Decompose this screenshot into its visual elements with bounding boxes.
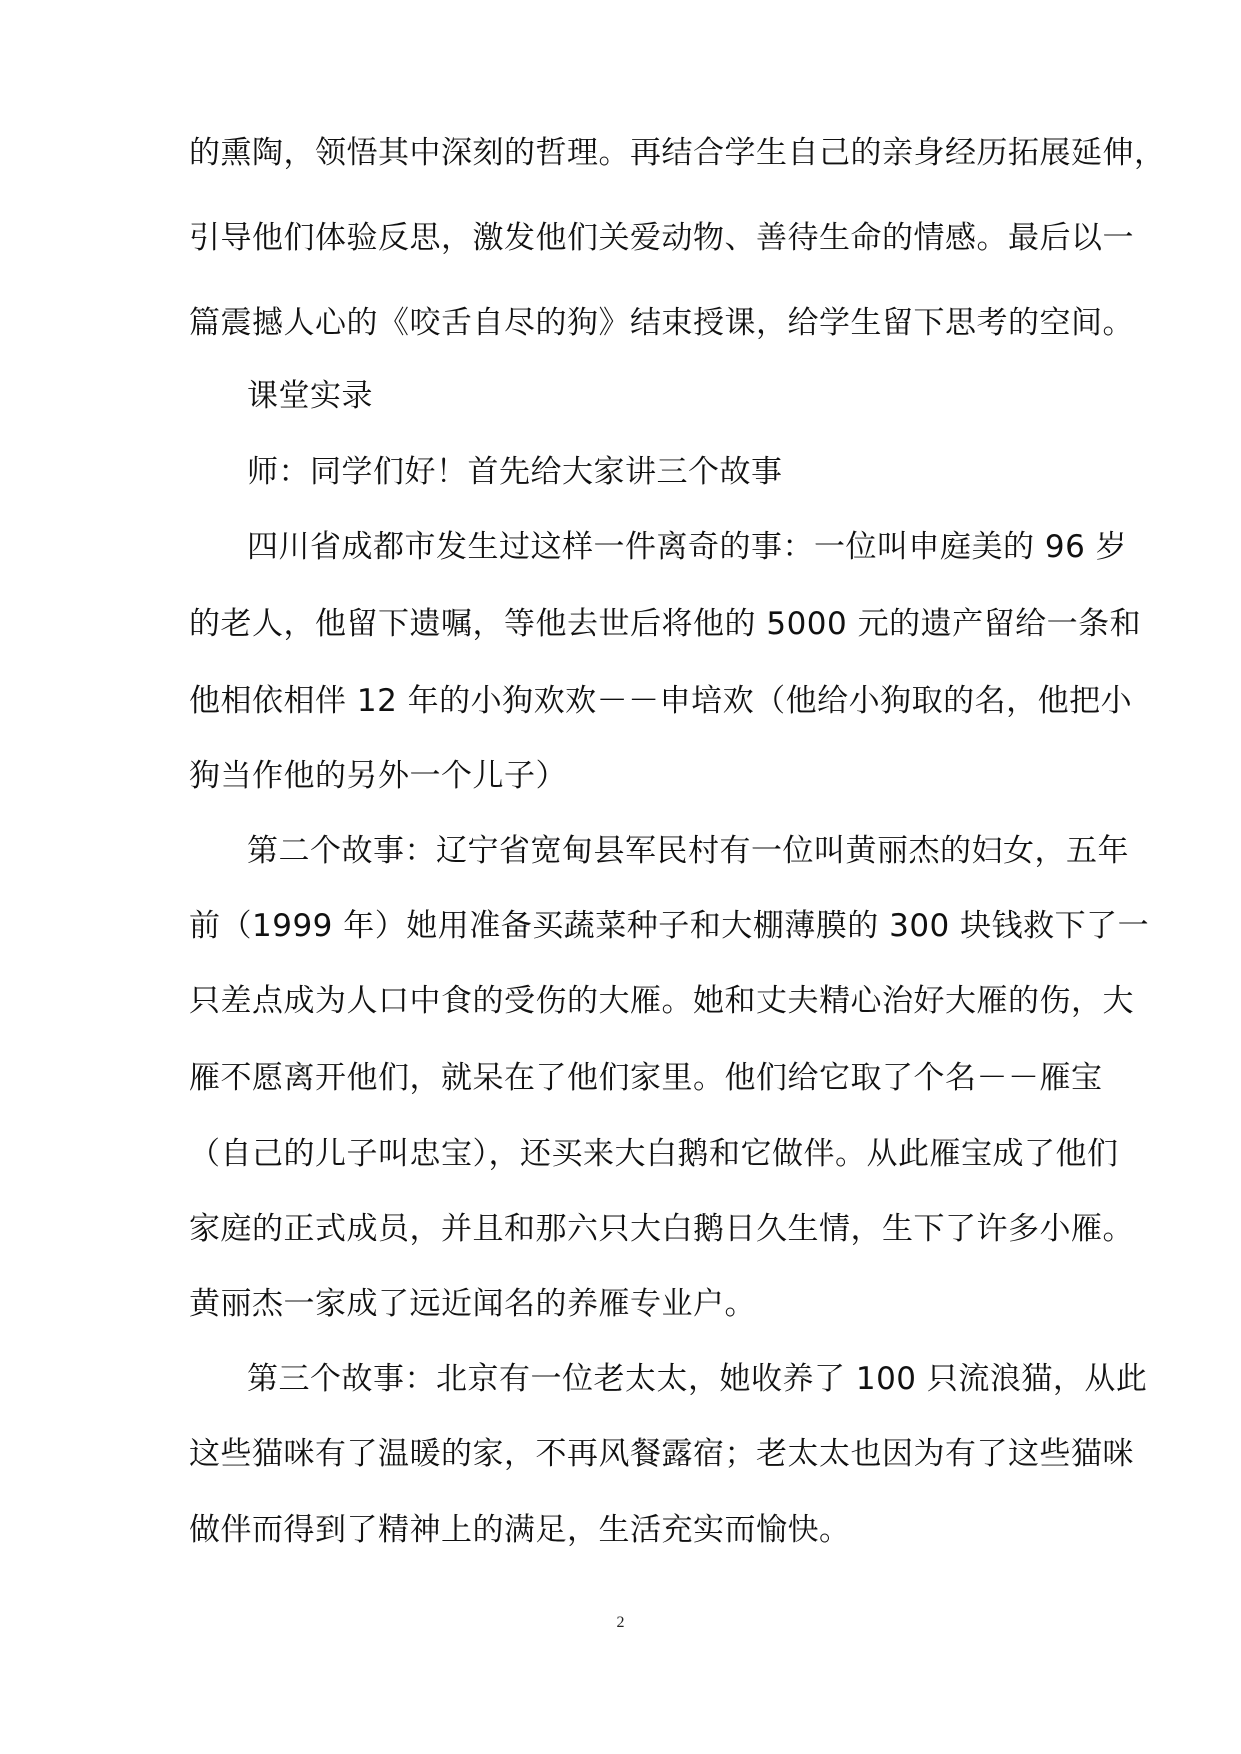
paragraph-line: 这些猫咪有了温暖的家，不再风餐露宿；老太太也因为有了这些猫咪 [189, 1436, 1134, 1472]
paragraph-line: 黄丽杰一家成了远近闻名的养雁专业户。 [189, 1286, 756, 1322]
section-heading: 课堂实录 [247, 378, 373, 414]
paragraph-line: 第三个故事：北京有一位老太太，她收养了 100 只流浪猫，从此 [247, 1361, 1148, 1397]
paragraph-line: 前（1999 年）她用准备买蔬菜种子和大棚薄膜的 300 块钱救下了一 [189, 908, 1150, 944]
paragraph-line: 四川省成都市发生过这样一件离奇的事：一位叫申庭美的 96 岁 [247, 529, 1128, 565]
paragraph-line: 狗当作他的另外一个儿子） [189, 758, 567, 794]
paragraph-line: 篇震撼人心的《咬舌自尽的狗》结束授课，给学生留下思考的空间。 [189, 305, 1134, 341]
paragraph-line: （自己的儿子叫忠宝），还买来大白鹅和它做伴。从此雁宝成了他们 [189, 1136, 1119, 1172]
paragraph-line: 只差点成为人口中食的受伤的大雁。她和丈夫精心治好大雁的伤，大 [189, 983, 1134, 1019]
paragraph-line: 引导他们体验反思，激发他们关爱动物、善待生命的情感。最后以一 [189, 220, 1134, 256]
paragraph-line: 的熏陶，领悟其中深刻的哲理。再结合学生自己的亲身经历拓展延伸， [189, 135, 1166, 171]
paragraph-line: 做伴而得到了精神上的满足，生活充实而愉快。 [189, 1512, 851, 1548]
paragraph-line: 家庭的正式成员，并且和那六只大白鹅日久生情，生下了许多小雁。 [189, 1211, 1134, 1247]
page-number: 2 [616, 1614, 625, 1631]
paragraph-line: 第二个故事：辽宁省宽甸县军民村有一位叫黄丽杰的妇女，五年 [247, 833, 1129, 869]
paragraph-line: 的老人，他留下遗嘱，等他去世后将他的 5000 元的遗产留给一条和 [189, 606, 1142, 642]
paragraph-line: 他相依相伴 12 年的小狗欢欢－－申培欢（他给小狗取的名，他把小 [189, 683, 1133, 719]
paragraph-line: 雁不愿离开他们，就呆在了他们家里。他们给它取了个名－－雁宝 [189, 1060, 1103, 1096]
paragraph-line: 师：同学们好！首先给大家讲三个故事 [247, 454, 783, 490]
